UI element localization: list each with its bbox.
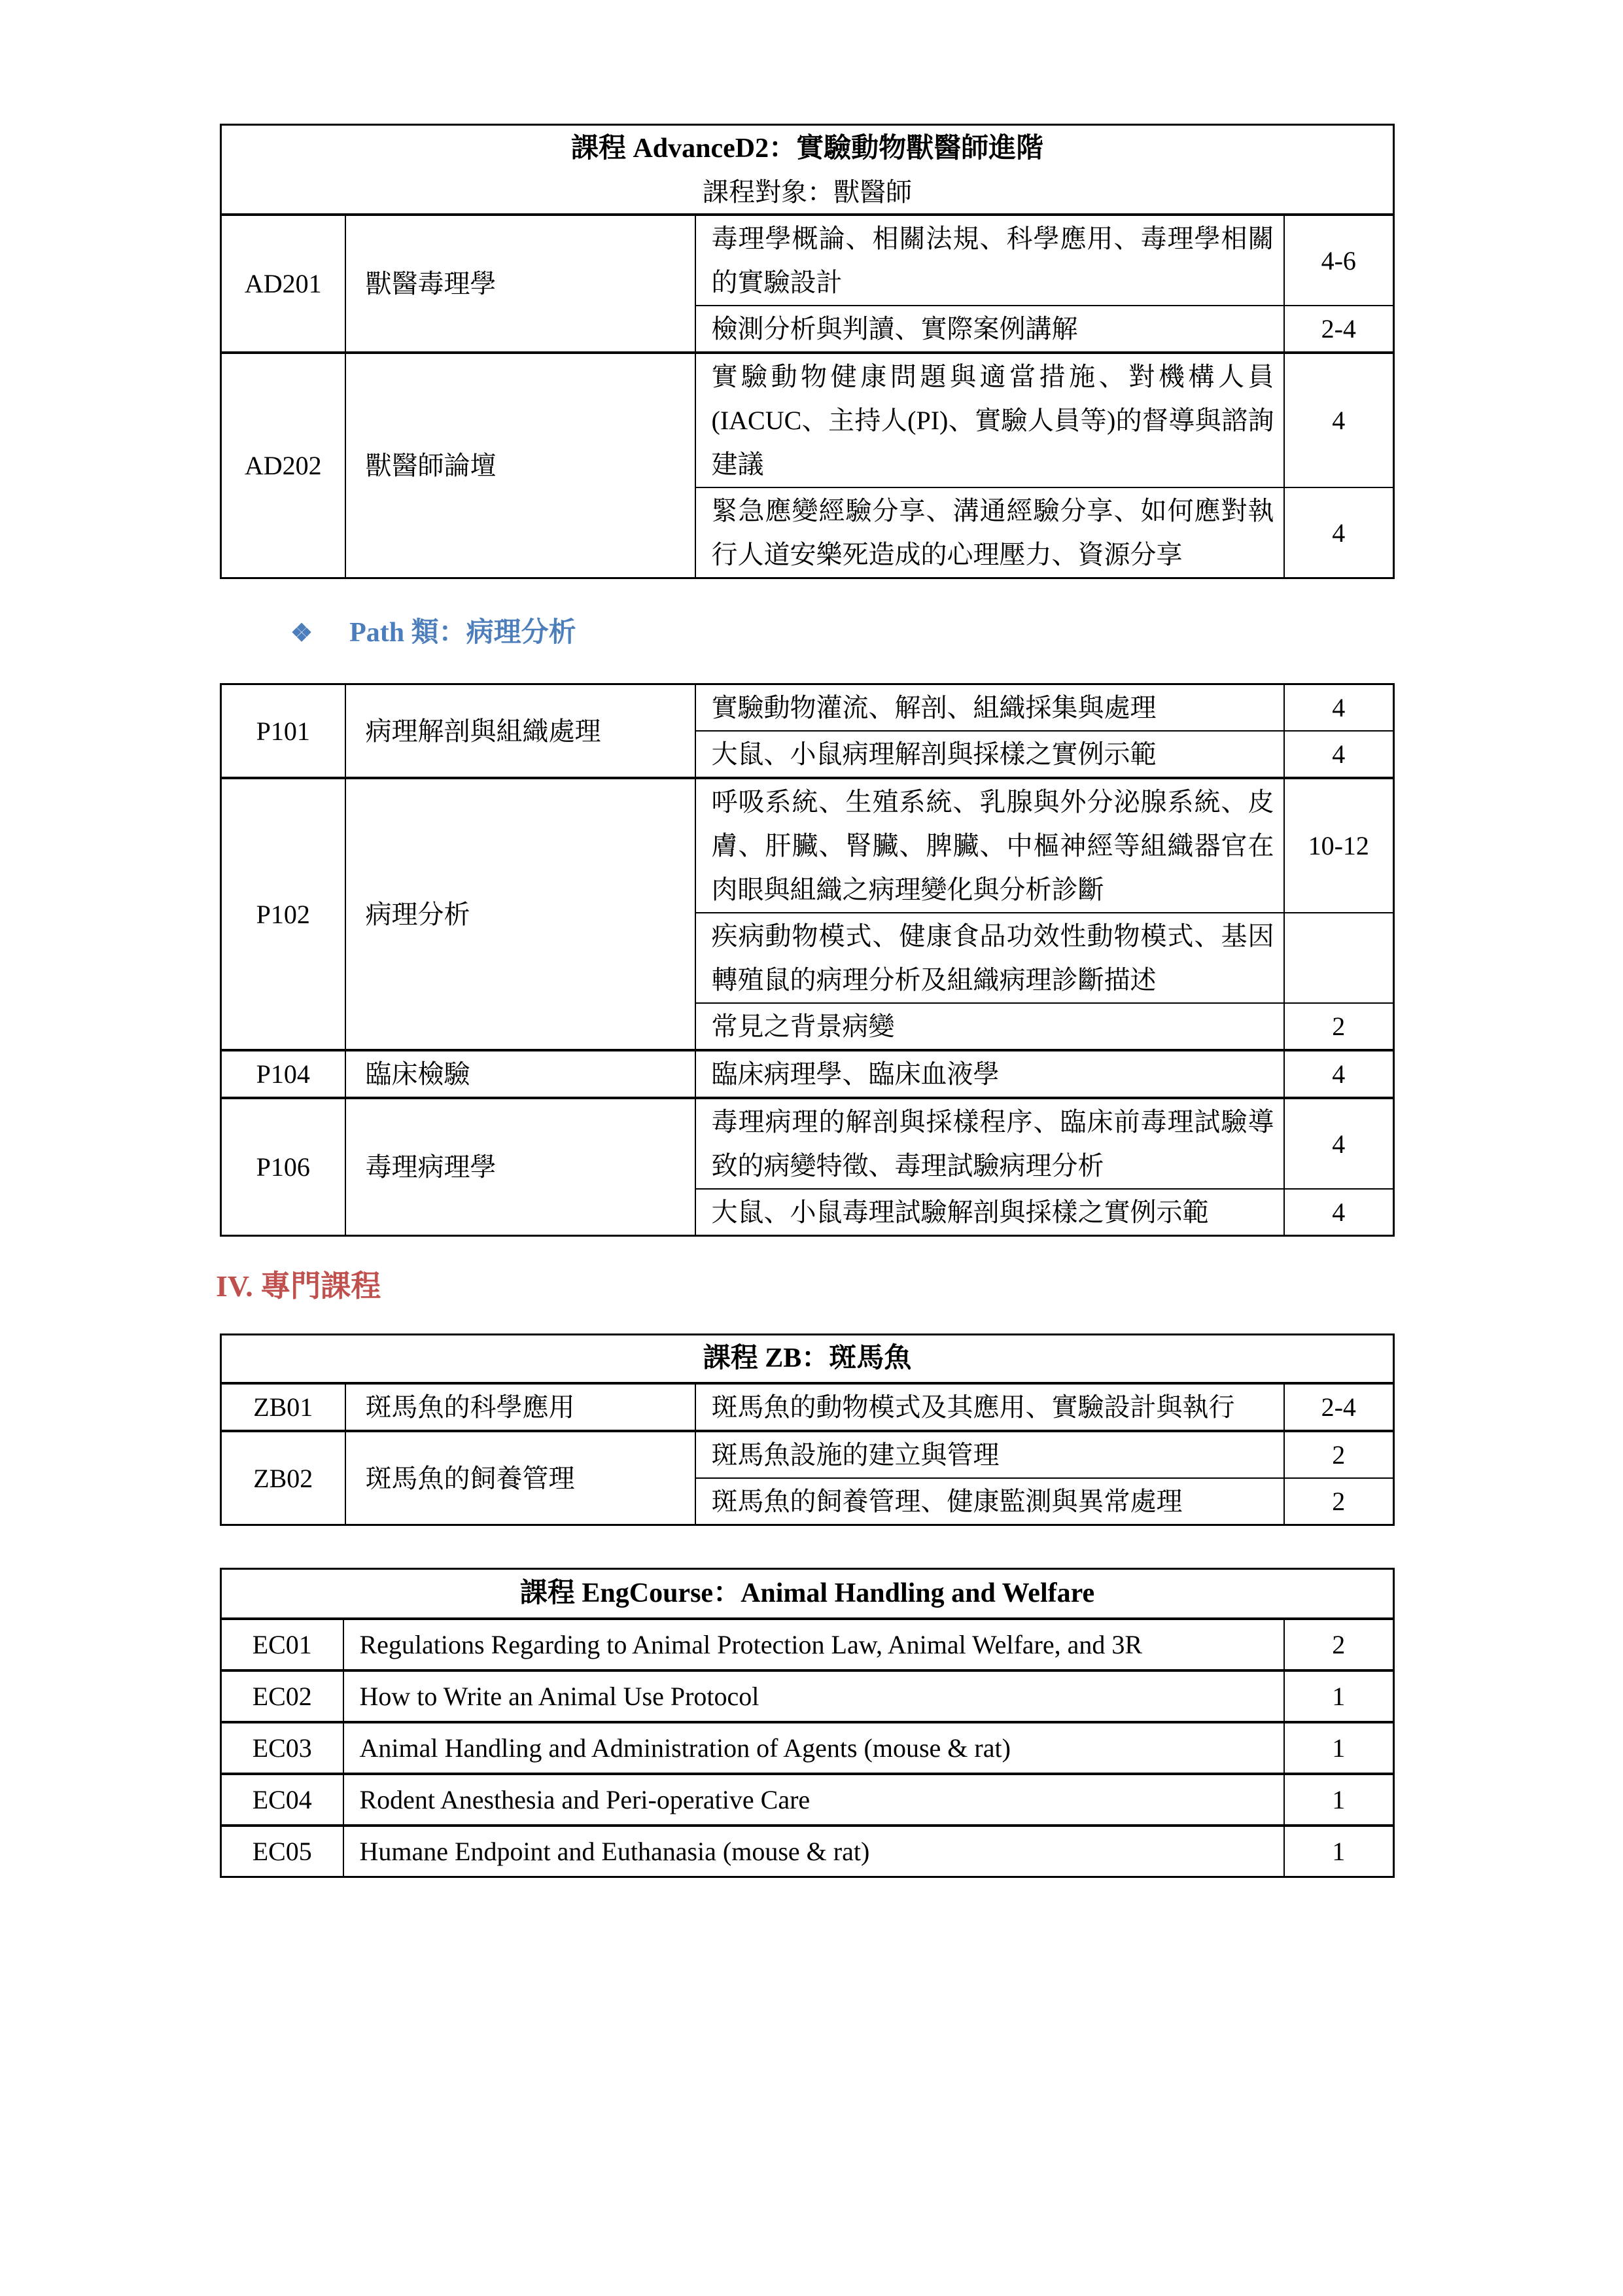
- topic-cell: 臨床病理學、臨床血液學: [695, 1050, 1284, 1098]
- table-row: [221, 1098, 1394, 1189]
- course-name-cell: 斑馬魚的科學應用: [345, 1383, 695, 1431]
- table-row: [221, 353, 1394, 487]
- hours-cell: [1284, 913, 1394, 1003]
- topic-cell: 斑馬魚的飼養管理、健康監測與異常處理: [695, 1478, 1284, 1525]
- path-section-heading: [290, 613, 1393, 653]
- hours-cell: 2-4: [1284, 1383, 1394, 1431]
- hours-cell: 1: [1284, 1826, 1394, 1877]
- course-code-cell: EC01: [221, 1619, 343, 1670]
- hours-cell: 4: [1284, 1098, 1394, 1189]
- course-code-cell: P101: [221, 684, 345, 779]
- hours-cell: 4: [1284, 1050, 1394, 1098]
- course-name-cell: 毒理病理學: [345, 1098, 695, 1236]
- course-name-cell: Rodent Anesthesia and Peri-operative Care: [343, 1774, 1284, 1826]
- topic-cell: 緊急應變經驗分享、溝通經驗分享、如何應對執行人道安樂死造成的心理壓力、資源分享: [695, 487, 1284, 578]
- table-row: [221, 1383, 1394, 1431]
- topic-cell: 常見之背景病變: [695, 1003, 1284, 1050]
- table-audience: 課程對象：獸醫師: [703, 177, 913, 207]
- hours-cell: 4: [1284, 684, 1394, 732]
- hours-cell: 1: [1284, 1670, 1394, 1722]
- hours-cell: 4-6: [1284, 215, 1394, 306]
- table-row: [221, 215, 1394, 306]
- course-code-cell: EC05: [221, 1826, 343, 1877]
- course-name-cell: 獸醫師論壇: [345, 353, 695, 578]
- hours-cell: 2: [1284, 1619, 1394, 1670]
- topic-cell: 檢測分析與判讀、實際案例講解: [695, 306, 1284, 353]
- diamond-bullet-icon: ❖: [290, 620, 313, 647]
- topic-cell: 實驗動物健康問題與適當措施、對機構人員(IACUC、主持人(PI)、實驗人員等)的督導與諮詢建議: [695, 353, 1284, 487]
- advanced2-table-header: [221, 125, 1394, 215]
- english-course-table-header: [221, 1569, 1394, 1619]
- topic-cell: 毒理病理的解剖與採樣程序、臨床前毒理試驗導致的病變特徵、毒理試驗病理分析: [695, 1098, 1284, 1189]
- hours-cell: 4: [1284, 731, 1394, 778]
- topic-cell: 斑馬魚設施的建立與管理: [695, 1431, 1284, 1478]
- course-code-cell: ZB01: [221, 1383, 345, 1431]
- table-row: [221, 684, 1394, 732]
- topic-cell: 實驗動物灌流、解剖、組織採集與處理: [695, 684, 1284, 732]
- table-row: [221, 1619, 1394, 1670]
- zebrafish-course-table: [220, 1333, 1395, 1526]
- spacer: [220, 1526, 1393, 1568]
- advanced2-course-table: [220, 124, 1395, 579]
- document-content: [216, 124, 1393, 1878]
- table-title: 課程 ZB：斑馬魚: [703, 1343, 912, 1373]
- path-section-heading-label: Path 類：病理分析: [349, 618, 576, 648]
- hours-cell: 1: [1284, 1722, 1394, 1774]
- topic-cell: 毒理學概論、相關法規、科學應用、毒理學相關的實驗設計: [695, 215, 1284, 306]
- table-row: [221, 778, 1394, 913]
- hours-cell: 2: [1284, 1478, 1394, 1525]
- course-code-cell: AD201: [221, 215, 345, 353]
- table-title: 課程 AdvanceD2：實驗動物獸醫師進階: [570, 133, 1044, 164]
- course-name-cell: Humane Endpoint and Euthanasia (mouse & rat): [343, 1826, 1284, 1877]
- course-code-cell: EC02: [221, 1670, 343, 1722]
- course-name-cell: 斑馬魚的飼養管理: [345, 1431, 695, 1525]
- course-name-cell: 病理分析: [345, 778, 695, 1050]
- hours-cell: 4: [1284, 1189, 1394, 1236]
- pathology-course-table: [220, 683, 1395, 1237]
- english-course-table: [220, 1568, 1395, 1878]
- table-row: [221, 1431, 1394, 1478]
- course-code-cell: AD202: [221, 353, 345, 578]
- course-name-cell: How to Write an Animal Use Protocol: [343, 1670, 1284, 1722]
- course-name-cell: 病理解剖與組織處理: [345, 684, 695, 779]
- table-row: [221, 1774, 1394, 1826]
- hours-cell: 2-4: [1284, 306, 1394, 353]
- table-row: [221, 1670, 1394, 1722]
- course-code-cell: P104: [221, 1050, 345, 1098]
- table-row: [221, 1826, 1394, 1877]
- topic-cell: 大鼠、小鼠病理解剖與採樣之實例示範: [695, 731, 1284, 778]
- table-row: [221, 1050, 1394, 1098]
- hours-cell: 2: [1284, 1431, 1394, 1478]
- hours-cell: 1: [1284, 1774, 1394, 1826]
- section-iv-heading: IV. 專門課程: [216, 1269, 381, 1303]
- topic-cell: 斑馬魚的動物模式及其應用、實驗設計與執行: [695, 1383, 1284, 1431]
- hours-cell: 2: [1284, 1003, 1394, 1050]
- course-code-cell: EC03: [221, 1722, 343, 1774]
- course-name-cell: Animal Handling and Administration of Agents (mouse & rat): [343, 1722, 1284, 1774]
- course-name-cell: 臨床檢驗: [345, 1050, 695, 1098]
- zebrafish-table-header: [221, 1335, 1394, 1384]
- course-code-cell: P106: [221, 1098, 345, 1236]
- course-name-cell: 獸醫毒理學: [345, 215, 695, 353]
- course-code-cell: P102: [221, 778, 345, 1050]
- topic-cell: 疾病動物模式、健康食品功效性動物模式、基因轉殖鼠的病理分析及組織病理診斷描述: [695, 913, 1284, 1003]
- course-name-cell: Regulations Regarding to Animal Protection Law, Animal Welfare, and 3R: [343, 1619, 1284, 1670]
- topic-cell: 呼吸系統、生殖系統、乳腺與外分泌腺系統、皮膚、肝臟、腎臟、脾臟、中樞神經等組織器官在肉眼與組織之病理變化與分析診斷: [695, 778, 1284, 913]
- course-code-cell: EC04: [221, 1774, 343, 1826]
- topic-cell: 大鼠、小鼠毒理試驗解剖與採樣之實例示範: [695, 1189, 1284, 1236]
- table-row: [221, 1722, 1394, 1774]
- hours-cell: 4: [1284, 353, 1394, 487]
- hours-cell: 10-12: [1284, 778, 1394, 913]
- hours-cell: 4: [1284, 487, 1394, 578]
- course-code-cell: ZB02: [221, 1431, 345, 1525]
- table-title: 課程 EngCourse：Animal Handling and Welfare: [519, 1578, 1095, 1608]
